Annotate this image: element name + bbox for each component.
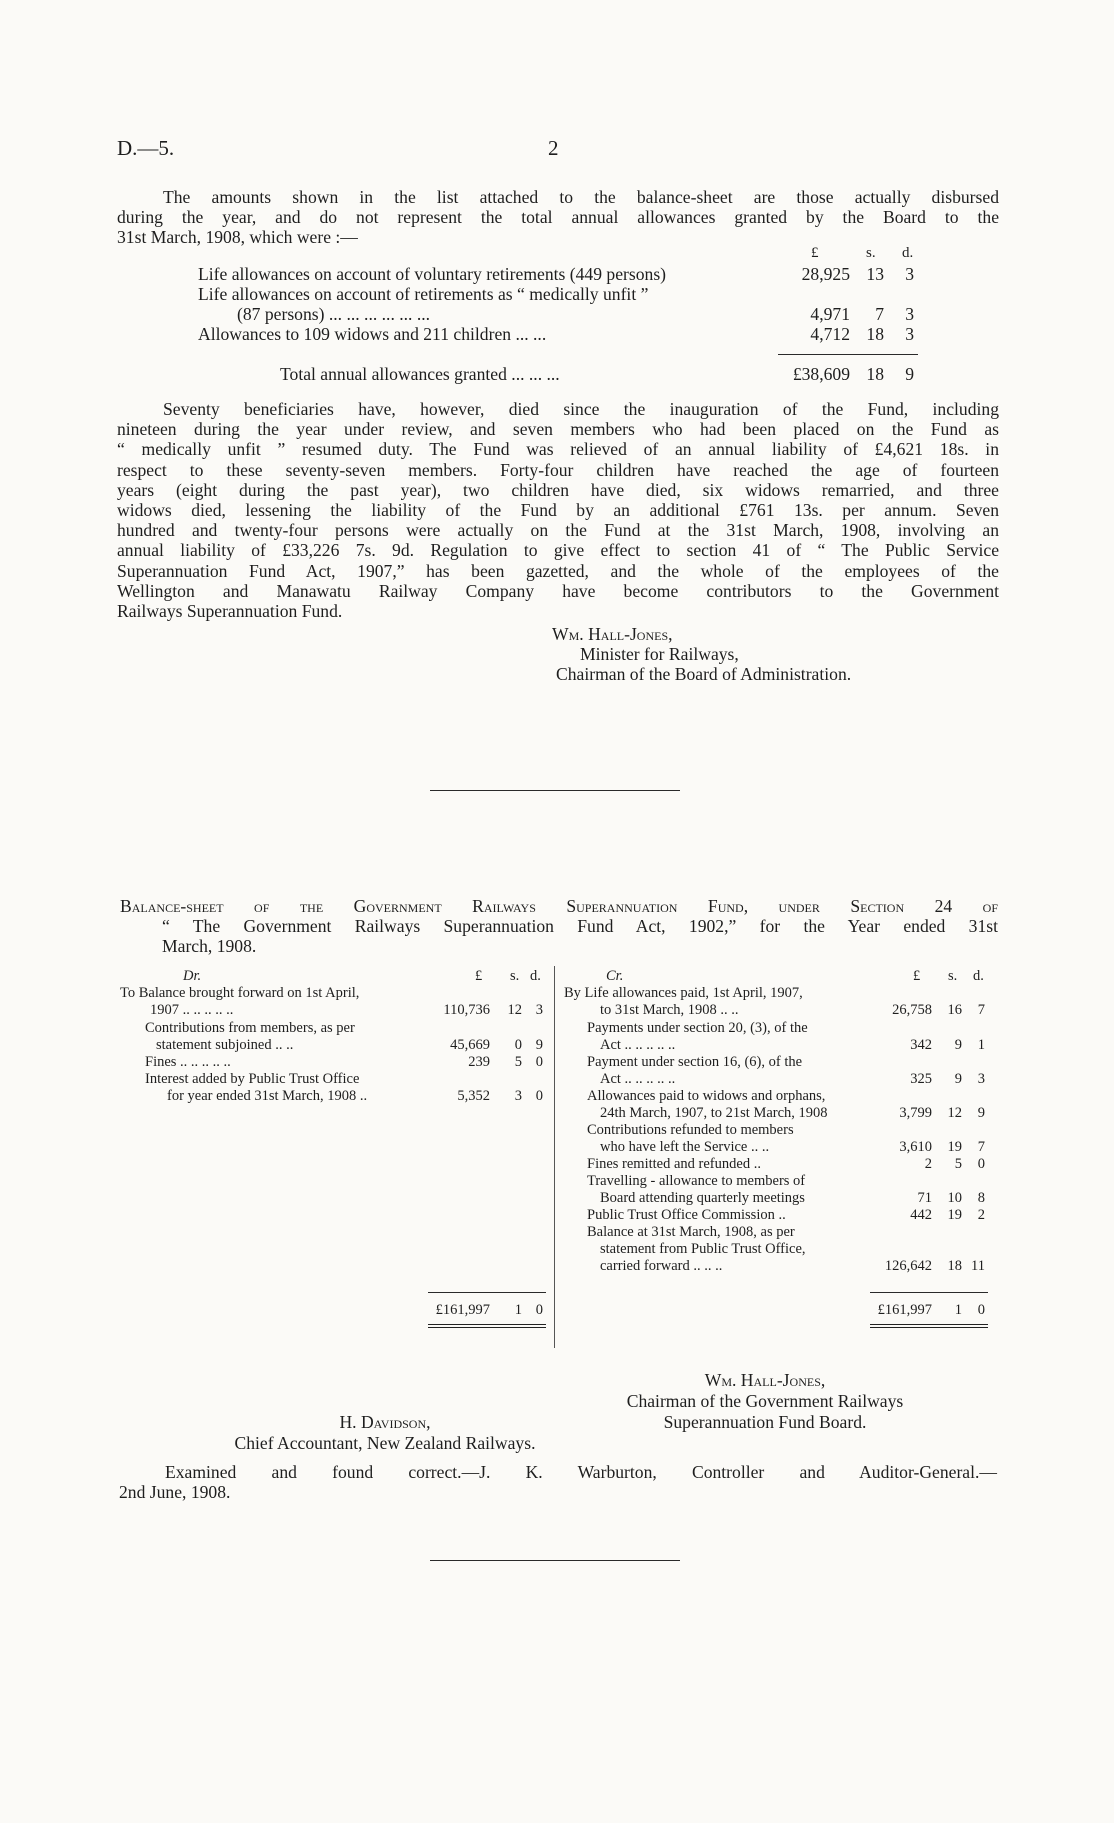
col-head-pounds: £ xyxy=(811,245,819,261)
cr-item-line: carried forward .. .. .. xyxy=(600,1258,723,1274)
signature-minister-title-2: Chairman of the Board of Administration. xyxy=(556,664,852,684)
total-pounds: £38,609 xyxy=(792,364,850,384)
cr-item-pence: 1 xyxy=(977,1037,985,1053)
total-rule xyxy=(778,354,918,355)
cr-item-pounds: 71 xyxy=(917,1190,932,1206)
intro-line: 31st March, 1908, which were :— xyxy=(117,227,358,248)
signature-minister-title: Minister for Railways, xyxy=(580,644,739,664)
cr-item-shillings: 16 xyxy=(947,1002,962,1018)
signature-chairman-title-2: Superannuation Fund Board. xyxy=(663,1412,867,1432)
cr-item-pence: 2 xyxy=(977,1207,985,1223)
cr-item-line: Fines remitted and refunded .. xyxy=(587,1156,761,1172)
cr-item-line: Board attending quarterly meetings xyxy=(600,1190,805,1206)
cr-item-line: Payment under section 16, (6), of the xyxy=(587,1054,803,1070)
balance-sheet-title-line: Balance-sheet of the Government Railways Superannuation Fund, under Section 24 of xyxy=(120,896,998,916)
audit-line: Examined and found correct.—J. K. Warburton, Controller and Auditor-General.— xyxy=(165,1462,997,1482)
cr-item-line: Act .. .. .. .. .. xyxy=(600,1071,676,1087)
intro-line: during the year, and do not represent the total annual allowances granted by the Board to the xyxy=(117,207,999,228)
dr-item-pence: 3 xyxy=(535,1002,543,1018)
section-divider xyxy=(430,790,680,791)
allowance-pence: 3 xyxy=(905,304,914,324)
cr-total-shillings: 1 xyxy=(954,1302,962,1318)
cr-item-pounds: 126,642 xyxy=(884,1258,932,1274)
dr-col-head-shillings: s. xyxy=(510,968,520,984)
cr-item-line: to 31st March, 1908 .. .. xyxy=(600,1002,739,1018)
cr-item-pence: 7 xyxy=(977,1002,985,1018)
body-line: annual liability of £33,226 7s. 9d. Regulation to give effect to section 41 of “ The Public Service xyxy=(117,540,999,561)
dr-item-shillings: 12 xyxy=(507,1002,522,1018)
cr-item-pounds: 3,799 xyxy=(899,1105,932,1121)
cr-item-pence: 8 xyxy=(977,1190,985,1206)
allowance-label: Life allowances on account of voluntary retirements (449 persons) xyxy=(198,264,667,284)
allowance-pence: 3 xyxy=(905,324,914,344)
cr-total-rule xyxy=(870,1292,988,1293)
body-line: Railways Superannuation Fund. xyxy=(117,601,343,622)
cr-heading: Cr. xyxy=(606,968,624,984)
allowance-pounds: 28,925 xyxy=(801,264,850,284)
intro-paragraph xyxy=(117,187,999,248)
document-reference: D.—5. xyxy=(117,136,175,160)
cr-total-pounds: £161,997 xyxy=(877,1302,932,1318)
dr-item-shillings: 5 xyxy=(514,1054,522,1070)
dr-col-head-pence: d. xyxy=(530,968,541,984)
body-line: nineteen during the year under review, and seven members who had been placed on the Fund as xyxy=(117,419,999,440)
page-number: 2 xyxy=(548,136,559,160)
col-head-shillings: s. xyxy=(866,245,876,261)
audit-line: 2nd June, 1908. xyxy=(119,1482,231,1503)
cr-item-pounds: 3,610 xyxy=(899,1139,932,1155)
cr-item-line: Payments under section 20, (3), of the xyxy=(587,1020,808,1036)
cr-item-line: Act .. .. .. .. .. xyxy=(600,1037,676,1053)
allowance-shillings: 13 xyxy=(866,264,884,284)
cr-item-shillings: 12 xyxy=(947,1105,962,1121)
body-line: “ medically unfit ” resumed duty. The Fund was relieved of an annual liability of £4,621 18s. in xyxy=(117,439,999,460)
cr-item-line: Contributions refunded to members xyxy=(587,1122,794,1138)
dr-item-line: Fines .. .. .. .. .. xyxy=(145,1054,231,1070)
dr-total-shillings: 1 xyxy=(514,1302,522,1318)
cr-item-pounds: 325 xyxy=(910,1071,932,1087)
total-label: Total annual allowances granted ... ... ... xyxy=(280,364,560,384)
cr-item-pence: 11 xyxy=(971,1258,985,1274)
body-line: Superannuation Fund Act, 1907,” has been gazetted, and the whole of the employees of the xyxy=(117,560,999,581)
allowance-shillings: 7 xyxy=(875,304,884,324)
cr-item-shillings: 19 xyxy=(947,1207,962,1223)
cr-item-line: Allowances paid to widows and orphans, xyxy=(587,1088,826,1104)
cr-total-pence: 0 xyxy=(977,1302,985,1318)
body-line: Wellington and Manawatu Railway Company have become contributors to the Government xyxy=(117,580,999,601)
cr-item-line: statement from Public Trust Office, xyxy=(600,1241,806,1257)
signature-chairman-title: Chairman of the Government Railways xyxy=(626,1391,904,1411)
body-line: respect to these seventy-seven members. Forty-four children have reached the age of fourteen xyxy=(117,459,999,480)
signature-accountant-name: H. Davidson, xyxy=(339,1412,431,1432)
dr-item-line: Interest added by Public Trust Office xyxy=(145,1071,360,1087)
allowance-label: Life allowances on account of retirements as “ medically unfit ” xyxy=(198,284,649,304)
dr-item-shillings: 0 xyxy=(514,1037,522,1053)
dr-item-line: statement subjoined .. .. xyxy=(156,1037,294,1053)
dr-item-line: 1907 .. .. .. .. .. xyxy=(150,1002,234,1018)
dr-item-pence: 9 xyxy=(535,1037,543,1053)
cr-item-line: who have left the Service .. .. xyxy=(600,1139,770,1155)
dr-total-double-rule xyxy=(428,1324,546,1328)
cr-col-head-pounds: £ xyxy=(913,968,921,984)
balance-sheet-title xyxy=(120,896,998,956)
dr-total-pence: 0 xyxy=(535,1302,543,1318)
footer-divider xyxy=(430,1560,680,1561)
dr-item-pounds: 239 xyxy=(468,1054,490,1070)
intro-line: The amounts shown in the list attached to the balance-sheet are those actually disbursed xyxy=(163,187,999,207)
cr-item-line: Public Trust Office Commission .. xyxy=(587,1207,786,1223)
dr-total-rule xyxy=(428,1292,546,1293)
cr-item-shillings: 10 xyxy=(947,1190,962,1206)
allowance-pounds: 4,971 xyxy=(810,304,850,324)
dr-item-pence: 0 xyxy=(535,1054,543,1070)
balance-sheet-title-line: “ The Government Railways Superannuation Fund Act, 1902,” for the Year ended 31st xyxy=(162,916,998,936)
total-shillings: 18 xyxy=(866,364,884,384)
body-line: Seventy beneficiaries have, however, died since the inauguration of the Fund, including xyxy=(163,399,999,419)
dr-item-pounds: 45,669 xyxy=(450,1037,490,1053)
cr-col-head-shillings: s. xyxy=(948,968,958,984)
cr-item-pence: 3 xyxy=(977,1071,985,1087)
balance-sheet-divider xyxy=(554,966,555,1348)
allowance-label: Allowances to 109 widows and 211 children ... ... xyxy=(198,324,547,344)
cr-item-shillings: 19 xyxy=(947,1139,962,1155)
total-pence: 9 xyxy=(905,364,914,384)
dr-item-line: Contributions from members, as per xyxy=(145,1020,355,1036)
body-line: years (eight during the past year), two children have died, six widows remarried, and three xyxy=(117,479,999,500)
cr-total-double-rule xyxy=(870,1324,988,1328)
cr-item-pounds: 26,758 xyxy=(892,1002,932,1018)
cr-item-line: Travelling - allowance to members of xyxy=(587,1173,806,1189)
cr-item-shillings: 18 xyxy=(947,1258,962,1274)
dr-item-pounds: 110,736 xyxy=(443,1002,490,1018)
signature-accountant-title: Chief Accountant, New Zealand Railways. xyxy=(234,1433,536,1453)
cr-item-pounds: 2 xyxy=(924,1156,932,1172)
allowance-pounds: 4,712 xyxy=(810,324,850,344)
dr-item-line: for year ended 31st March, 1908 .. xyxy=(167,1088,368,1104)
dr-heading: Dr. xyxy=(183,968,202,984)
cr-item-pounds: 442 xyxy=(910,1207,932,1223)
body-paragraph xyxy=(117,399,999,621)
cr-item-shillings: 9 xyxy=(954,1037,962,1053)
signature-minister-name: Wm. Hall-Jones, xyxy=(552,624,673,644)
cr-item-pence: 7 xyxy=(977,1139,985,1155)
dr-item-pence: 0 xyxy=(535,1088,543,1104)
cr-item-line: By Life allowances paid, 1st April, 1907, xyxy=(564,985,803,1001)
body-line: widows died, lessening the liability of the Fund by an additional £761 13s. per annum. Seven xyxy=(117,500,999,521)
col-head-pence: d. xyxy=(902,245,914,261)
body-line: hundred and twenty-four persons were actually on the Fund at the 31st March, 1908, involving an xyxy=(117,520,999,541)
allowance-pence: 3 xyxy=(905,264,914,284)
dr-col-head-pounds: £ xyxy=(475,968,483,984)
dr-item-pounds: 5,352 xyxy=(457,1088,490,1104)
cr-item-shillings: 5 xyxy=(954,1156,962,1172)
cr-col-head-pence: d. xyxy=(973,968,984,984)
cr-item-line: 24th March, 1907, to 21st March, 1908 xyxy=(600,1105,828,1121)
allowance-shillings: 18 xyxy=(866,324,884,344)
dr-item-line: To Balance brought forward on 1st April, xyxy=(120,985,360,1001)
dr-total-pounds: £161,997 xyxy=(435,1302,490,1318)
audit-certification xyxy=(119,1462,997,1502)
allowance-label: (87 persons) ... ... ... ... ... ... xyxy=(237,304,431,324)
cr-item-pence: 0 xyxy=(977,1156,985,1172)
cr-item-pounds: 342 xyxy=(910,1037,932,1053)
cr-item-pence: 9 xyxy=(977,1105,985,1121)
cr-item-line: Balance at 31st March, 1908, as per xyxy=(587,1224,795,1240)
dr-item-shillings: 3 xyxy=(514,1088,522,1104)
signature-chairman-name: Wm. Hall-Jones, xyxy=(704,1370,826,1390)
balance-sheet-title-line: March, 1908. xyxy=(162,936,257,956)
cr-item-shillings: 9 xyxy=(954,1071,962,1087)
